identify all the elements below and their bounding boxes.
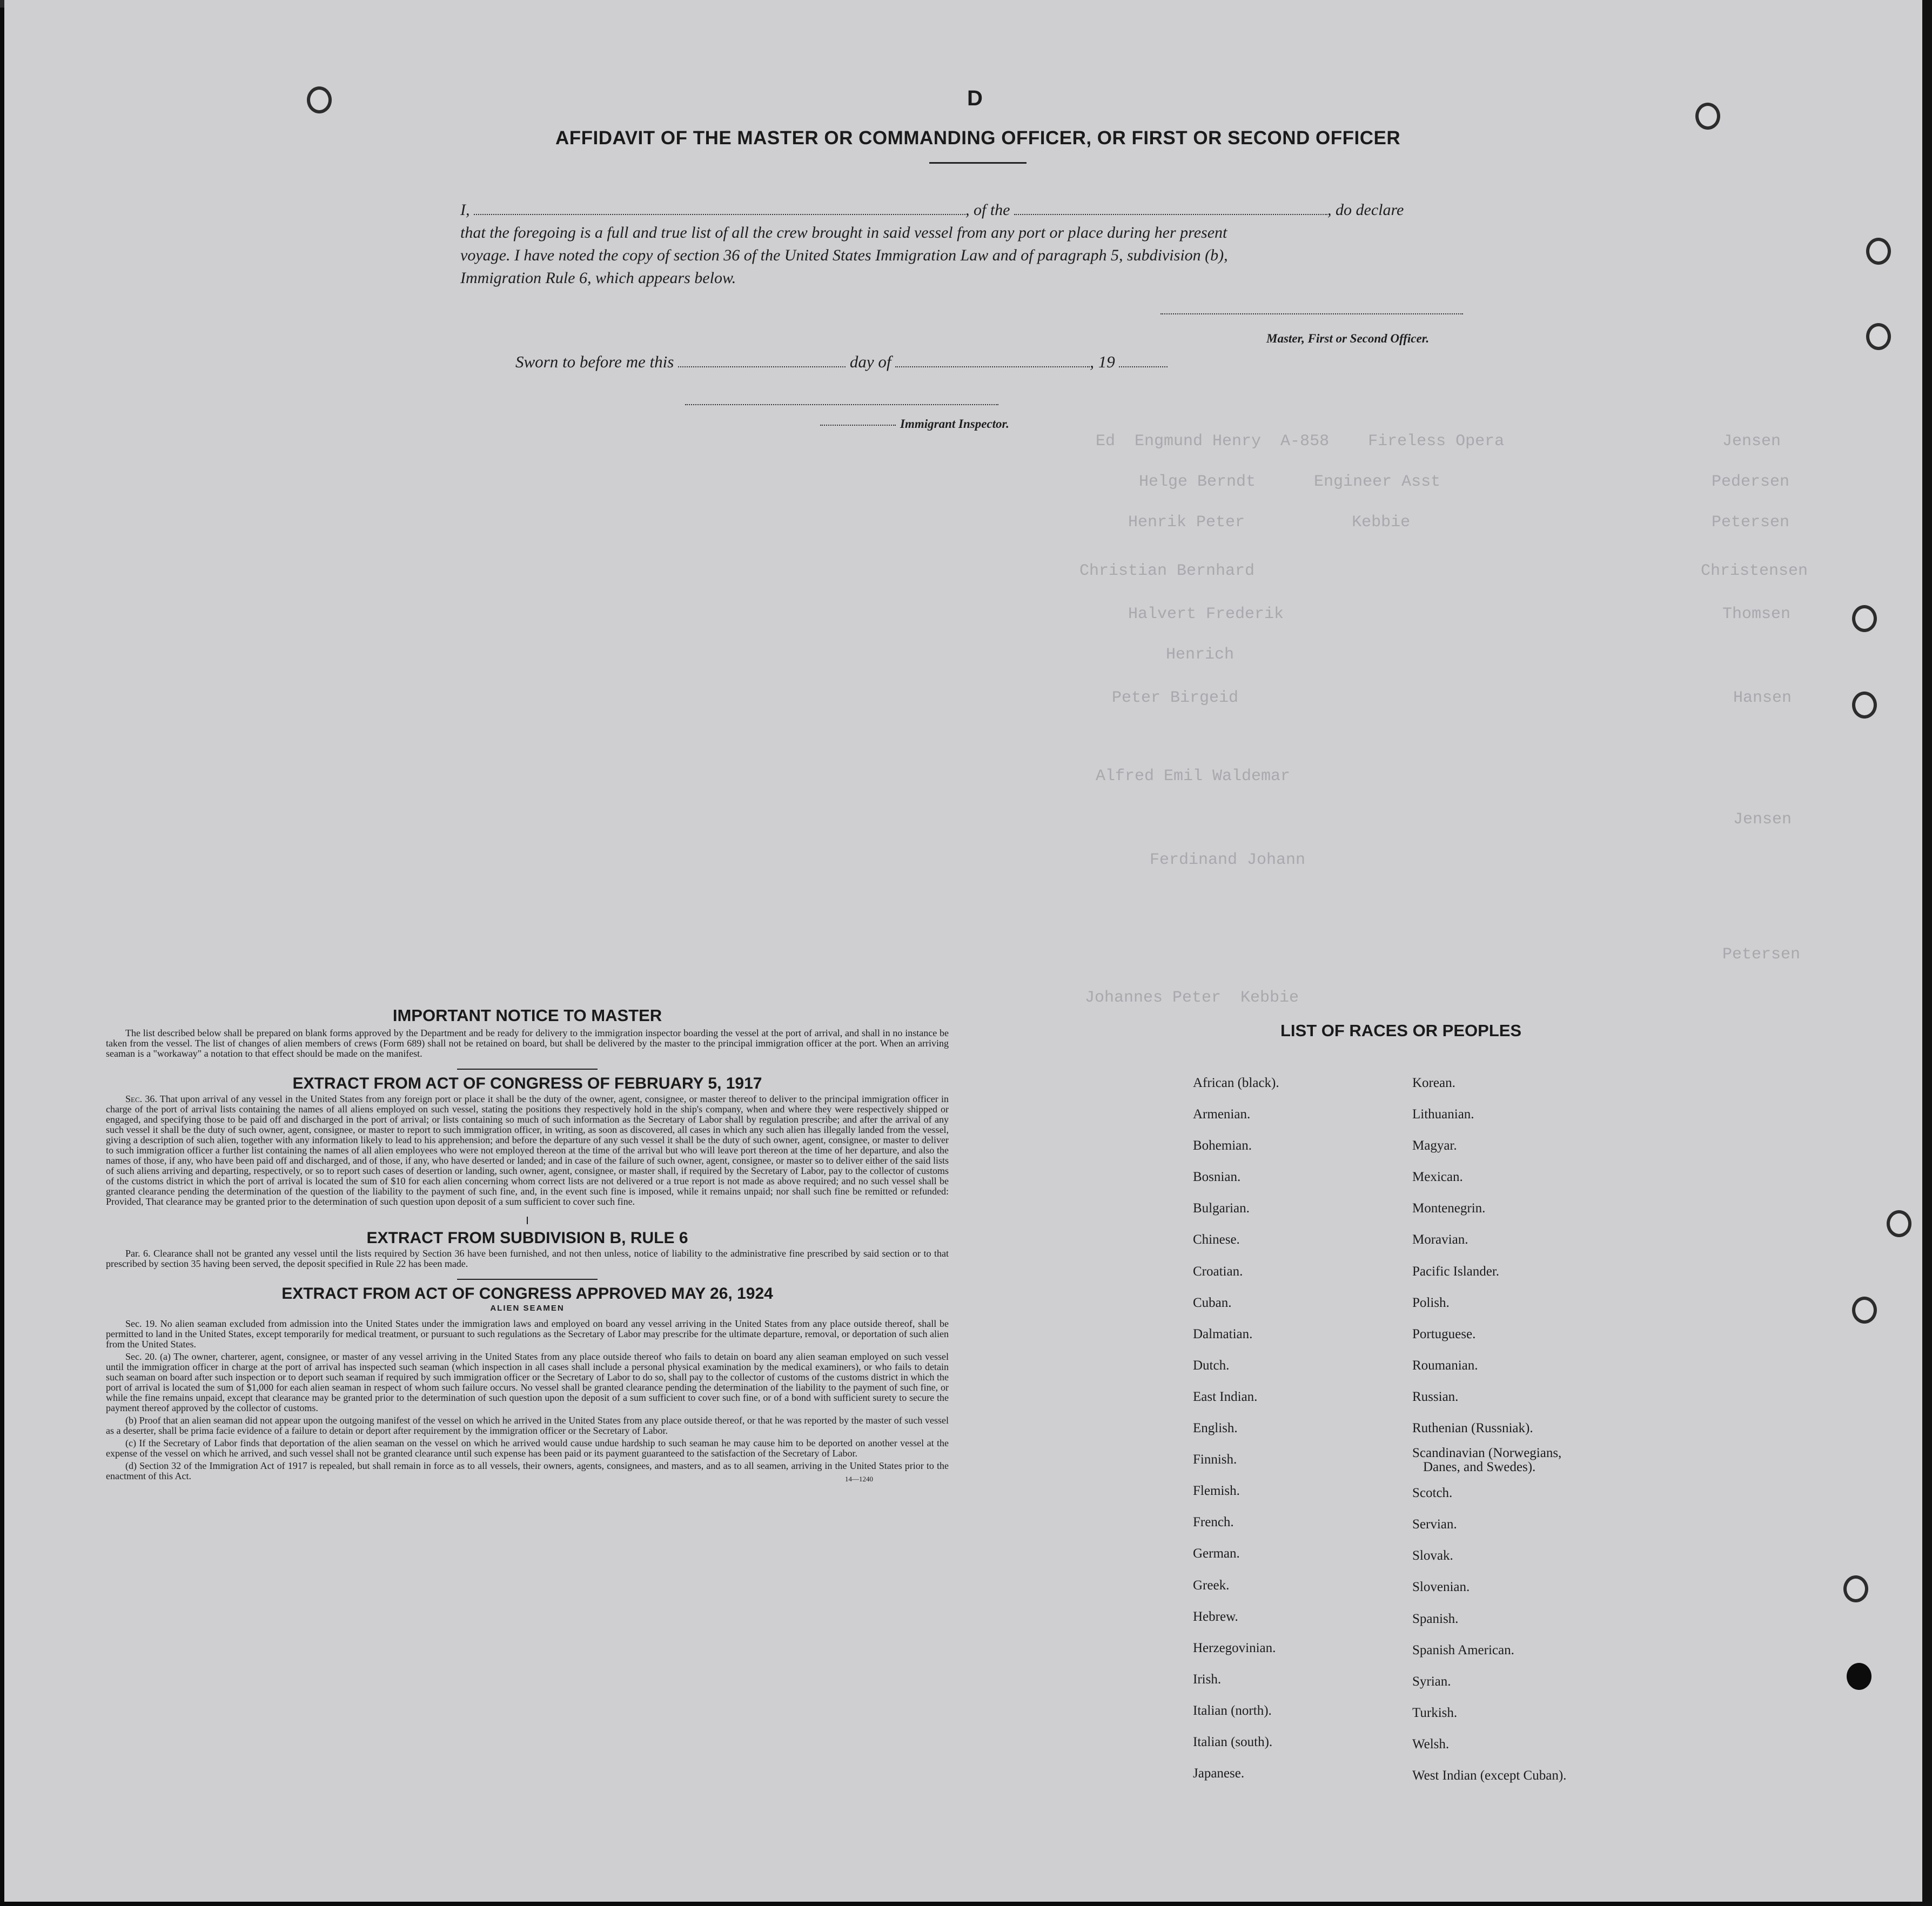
extract-1917-sec: Sec. 36. xyxy=(125,1093,157,1104)
affidavit-line-2: that the foregoing is a full and true list of all the crew brought in said vessel from any port or place during her present xyxy=(460,224,1227,241)
bleed-through: Thomsen xyxy=(1722,605,1791,623)
header-letter: D xyxy=(967,86,983,110)
punch-hole xyxy=(1843,1575,1868,1602)
extract-1924-sec20c: (c) If the Secretary of Labor finds that deportation of the alien seaman on the vessel on which he arrived would cause undue hardship to such seaman he may cause him to be deported on another vessel at the expense of the vessel on which he arrived, and such vessel shall not be granted clearance until such expense has been paid or its payment guaranteed to the satisfaction of the Secretary of Labor. xyxy=(106,1438,949,1459)
race-item: Bohemian. xyxy=(1193,1138,1252,1153)
extract-1924-sec20a: Sec. 20. (a) The owner, charterer, agent, consignee, or master of any vessel arriving in the United States from any place outside thereof who fails to detain on board any alien seaman employed on such vessel until the immigration officer in charge at the port of arrival has inspected such seaman (which inspection in all cases shall include a personal physical examination by the medical examiners), or who fails to detain such seaman on board after such inspection or to deport such seaman if required by such immigration officer or the Secretary of Labor to do so, shall pay to the collector of customs of the customs district in which the port of arrival is located the sum of $1,000 for each alien seaman in respect of whom such failure occurs. No vessel shall be granted clearance pending the determination of the liability to the payment of such fine, or while the fine remains unpaid, except that clearance may be granted prior to the determination of such question upon the deposit of a sum sufficient to cover such fine, or of a bond with sufficient surety to secure the payment thereof approved by the collector of customs. xyxy=(106,1351,949,1413)
race-item: West Indian (except Cuban). xyxy=(1412,1768,1567,1783)
bleed-through: Peter Birgeid xyxy=(1112,689,1239,707)
race-item: Polish. xyxy=(1412,1295,1450,1310)
race-item: Korean. xyxy=(1412,1076,1455,1090)
race-item: Moravian. xyxy=(1412,1232,1468,1247)
affidavit-line-1 xyxy=(460,199,1514,222)
race-item: Slovenian. xyxy=(1412,1580,1470,1595)
sworn-year-blank[interactable] xyxy=(1119,353,1168,367)
affidavit-line-3: voyage. I have noted the copy of section 36 of the United States Immigration Law and of paragraph 5, subdivision (b), xyxy=(460,246,1228,264)
race-item: Armenian. xyxy=(1193,1107,1251,1122)
race-item: Ruthenian (Russniak). xyxy=(1412,1421,1533,1436)
race-item: Irish. xyxy=(1193,1672,1222,1687)
race-item: German. xyxy=(1193,1546,1240,1561)
races-left-column xyxy=(1193,1068,1279,1789)
race-item: Greek. xyxy=(1193,1578,1230,1593)
affidavit-of-the: , of the xyxy=(965,201,1010,219)
bleed-through: Ferdinand Johann xyxy=(1150,851,1306,869)
punch-hole xyxy=(1847,1663,1871,1690)
section-divider xyxy=(527,1217,528,1224)
race-item: African (black). xyxy=(1193,1076,1279,1090)
race-item: Cuban. xyxy=(1193,1295,1232,1310)
bleed-through: Hansen xyxy=(1733,689,1792,707)
extract-1917-text: That upon arrival of any vessel in the United States from any foreign port or place it shall be the duty of the owner, agent, consignee, or master thereof to deliver to the principal immigration officer in charge of the port of arrival lists containing the names of all aliens employed on such vessel, stating the positions they respectively hold in the ship's company, when and where they were respectively shipped or engaged, and specifying those to be paid off and discharged in the port of arrival; or lists containing so much of such information as the Secretary of Labor shall by regulation prescribe; and after the arrival of any such vessel it shall be the duty of such owner, agent, consignee, or master to report to such immigration officer, in writing, as soon as discovered, all cases in which any such alien has illegally landed from the vessel, giving a description of such alien, together with any information likely to lead to his apprehension; and before the departure of any such vessel it shall be the duty of such owner, agent, consignee, or master to deliver to such immigration officer a further list containing the names of all alien employees who were not employed thereon at the time of the arrival but who will leave port thereon at the time of her departure, and also the names of those, if any, who have been paid off and discharged, and of those, if any, who have deserted or landed; and in case of the failure of such owner, agent, consignee, or master so to deliver either of the said lists of such aliens arriving and departing, respectively, or so to report such cases of desertion or landing, such owner, agent, consignee, or master shall, if required by the Secretary of Labor, pay to the collector of customs of the customs district in which the port of arrival is located the sum of $10 for each alien concerning whom correct lists are not delivered or a true report is not made as above required; and no such vessel shall be granted clearance pending the determination of the question of the liability to the payment of such fine, and, in the event such fine is imposed, while it remains unpaid; nor shall such fine be remitted or refunded: Provided, That clearance may be granted prior to the determination of such question upon deposit of a sum sufficient to cover such fine. xyxy=(106,1093,949,1207)
sworn-start: Sworn to before me this xyxy=(515,352,674,371)
bleed-through: Henrich xyxy=(1166,646,1235,664)
race-item-two-line xyxy=(1412,1444,1566,1478)
vessel-blank[interactable] xyxy=(1014,201,1327,215)
extract-rule6-body: Par. 6. Clearance shall not be granted any vessel until the lists required by Section 36 have been furnished, and not then unless, notice of liability to the administrative fine prescribed by said section or to that prescribed by section 35 having been served, the deposit specified in Rule 22 has been made. xyxy=(106,1248,949,1269)
races-right-column xyxy=(1412,1068,1566,1791)
race-item: Hebrew. xyxy=(1193,1609,1238,1624)
section-divider xyxy=(457,1069,598,1070)
race-item: Finnish. xyxy=(1193,1452,1237,1467)
notice-body: The list described below shall be prepared on blank forms approved by the Department and be ready for delivery to the immigration inspector boarding the vessel at the port of arrival, and shall in no instance be taken from the vessel. The list of changes of alien members of crews (Form 689) shall not be retained on board, but shall be delivered by the master to the principal immigration officer at the port. When an arriving seaman is a "workaway" a notation to that effect should be made on the manifest. xyxy=(106,1028,949,1059)
punch-hole xyxy=(307,86,332,113)
bleed-through: Petersen xyxy=(1722,945,1801,964)
race-item: Pacific Islander. xyxy=(1412,1264,1500,1279)
affidavit-declare: , do declare xyxy=(1327,201,1404,219)
name-blank[interactable] xyxy=(474,201,965,215)
race-item: English. xyxy=(1193,1421,1238,1436)
affidavit-line-4: Immigration Rule 6, which appears below. xyxy=(460,269,736,287)
race-item: Italian (north). xyxy=(1193,1703,1272,1718)
race-item: Roumanian. xyxy=(1412,1358,1478,1373)
notice-section xyxy=(106,1006,949,1484)
inspector-label: Immigrant Inspector. xyxy=(900,417,1009,431)
race-item: Italian (south). xyxy=(1193,1734,1273,1749)
race-item: Russian. xyxy=(1412,1389,1459,1404)
extract-1924-sec20d: (d) Section 32 of the Immigration Act of 1917 is repealed, but shall remain in force as to all vessels, their owners, agents, consignees, and masters, and as to all seamen, arriving in the United States prior to the enactment of this Act. xyxy=(106,1460,949,1481)
punch-hole xyxy=(1695,103,1720,130)
race-item: Japanese. xyxy=(1193,1766,1245,1781)
race-item: Bulgarian. xyxy=(1193,1201,1250,1216)
race-item: Montenegrin. xyxy=(1412,1201,1486,1216)
sworn-day-blank[interactable] xyxy=(678,353,846,367)
bleed-through: Johannes Peter Kebbie xyxy=(1085,989,1299,1007)
race-item: Dalmatian. xyxy=(1193,1326,1253,1341)
affidavit-i: I, xyxy=(460,201,470,219)
document-page xyxy=(4,0,1922,1902)
race-item: Spanish American. xyxy=(1412,1642,1514,1657)
punch-hole xyxy=(1887,1210,1911,1237)
sworn-month-blank[interactable] xyxy=(895,353,1090,367)
race-item: Servian. xyxy=(1412,1517,1457,1532)
race-item: Dutch. xyxy=(1193,1358,1230,1373)
sworn-day-of: day of xyxy=(849,352,891,371)
race-item: French. xyxy=(1193,1515,1234,1530)
bleed-through: Jensen xyxy=(1722,432,1781,451)
bleed-through: Pedersen xyxy=(1712,473,1790,491)
affidavit-body xyxy=(460,199,1514,290)
extract-1917-title: EXTRACT FROM ACT OF CONGRESS OF FEBRUARY 5, 1917 xyxy=(292,1075,762,1092)
race-item: Bosnian. xyxy=(1193,1170,1241,1185)
officer-signature-line[interactable] xyxy=(1160,313,1463,314)
bleed-through: Ed Engmund Henry A-858 Fireless Opera xyxy=(1096,432,1505,451)
extract-1924-subtitle: ALIEN SEAMEN xyxy=(490,1304,565,1313)
race-item: Portuguese. xyxy=(1412,1326,1476,1341)
race-item: Magyar. xyxy=(1412,1138,1457,1153)
punch-hole xyxy=(1866,238,1891,265)
race-item: Slovak. xyxy=(1412,1548,1453,1563)
affidavit-title: AFFIDAVIT OF THE MASTER OR COMMANDING OFFICER, OR FIRST OR SECOND OFFICER xyxy=(555,127,1401,149)
extract-1924-title: EXTRACT FROM ACT OF CONGRESS APPROVED MAY 26, 1924 xyxy=(281,1285,773,1303)
extract-1917-body xyxy=(106,1094,949,1207)
races-title: LIST OF RACES OR PEOPLES xyxy=(1280,1021,1522,1040)
race-item: Spanish. xyxy=(1412,1611,1459,1626)
race-item: East Indian. xyxy=(1193,1389,1258,1404)
race-item: Lithuanian. xyxy=(1412,1107,1474,1122)
race-item: Chinese. xyxy=(1193,1232,1240,1247)
section-divider xyxy=(457,1279,598,1280)
punch-hole xyxy=(1852,1297,1877,1324)
race-item: Welsh. xyxy=(1412,1736,1450,1751)
punch-hole xyxy=(1852,692,1877,719)
inspector-signature-line-2 xyxy=(820,425,896,426)
officer-signature-label: Master, First or Second Officer. xyxy=(1266,332,1430,345)
sworn-year: , 19 xyxy=(1090,352,1115,371)
bleed-through: Christensen xyxy=(1701,562,1808,580)
punch-hole xyxy=(1852,605,1877,632)
sworn-statement xyxy=(515,352,1168,372)
extract-1924-sec19: Sec. 19. No alien seaman excluded from admission into the United States under the immigration laws and employed on board any vessel arriving in the United States from any place outside thereof, shall be permitted to land in the United States, except temporarily for medical treatment, or pursuant to such regulations as the Secretary of Labor may prescribe for the ultimate departure, removal, or deportation of such alien from the United States. xyxy=(106,1318,949,1350)
extract-1924-sec20b: (b) Proof that an alien seaman did not appear upon the outgoing manifest of the vessel on which he arrived in the United States from any place outside thereof, or that he was reported by the master of such vessel as a deserter, shall be prima facie evidence of a failure to detain or deport after requirement by the immigration officer or the Secretary of Labor. xyxy=(106,1415,949,1436)
punch-hole xyxy=(1866,323,1891,350)
race-item: Flemish. xyxy=(1193,1484,1240,1499)
bleed-through: Christian Bernhard xyxy=(1079,562,1255,580)
race-item: Croatian. xyxy=(1193,1264,1243,1279)
race-item: Syrian. xyxy=(1412,1674,1451,1689)
race-item: Danes, and Swedes). xyxy=(1423,1460,1536,1475)
race-item: Scotch. xyxy=(1412,1486,1453,1501)
race-item: Scandinavian (Norwegians, xyxy=(1412,1446,1562,1461)
bleed-through: Henrik Peter Kebbie xyxy=(1128,513,1411,532)
race-item: Turkish. xyxy=(1412,1705,1458,1720)
inspector-signature-line[interactable] xyxy=(685,404,998,405)
bleed-through: Helge Berndt Engineer Asst xyxy=(1139,473,1441,491)
title-divider xyxy=(929,162,1027,164)
bleed-through: Halvert Frederik xyxy=(1128,605,1284,623)
race-item: Herzegovinian. xyxy=(1193,1640,1276,1655)
bleed-through: Jensen xyxy=(1733,810,1792,829)
notice-title: IMPORTANT NOTICE TO MASTER xyxy=(392,1006,662,1025)
form-number: 14—1240 xyxy=(845,1475,873,1483)
extract-rule6-title: EXTRACT FROM SUBDIVISION B, RULE 6 xyxy=(366,1229,688,1247)
bleed-through: Alfred Emil Waldemar xyxy=(1096,767,1291,786)
bleed-through: Petersen xyxy=(1712,513,1790,532)
race-item: Mexican. xyxy=(1412,1170,1463,1185)
